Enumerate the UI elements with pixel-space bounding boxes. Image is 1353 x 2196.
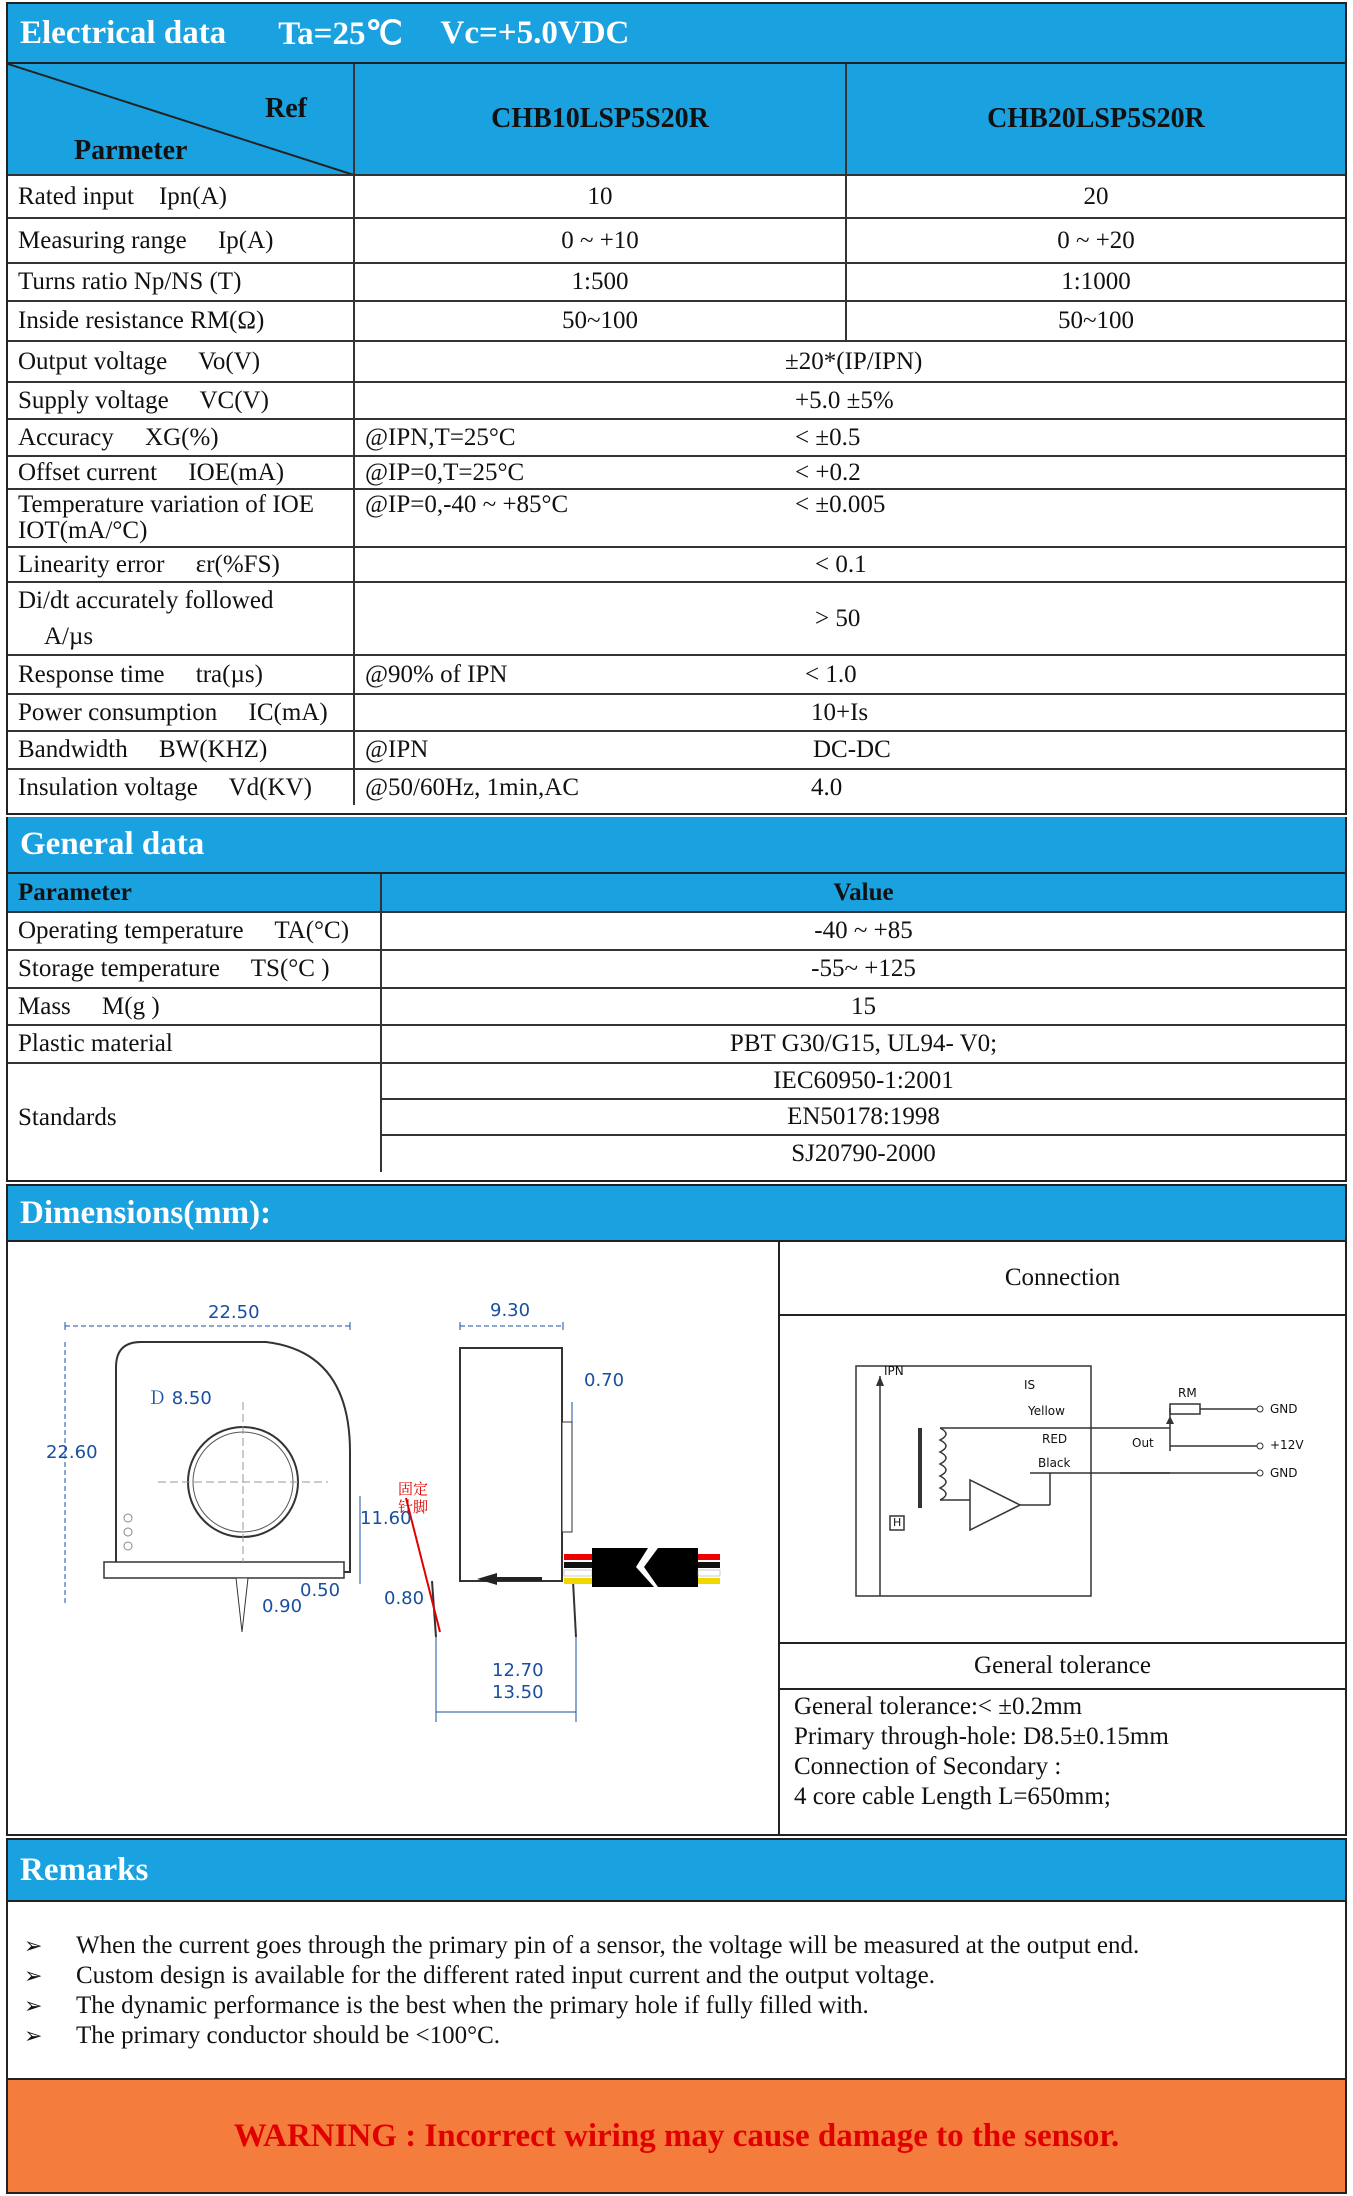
is-label: IS bbox=[1024, 1378, 1036, 1392]
tolerance-line: Primary through-hole: D8.5±0.15mm bbox=[794, 1723, 1169, 1750]
ipn-label: IPN bbox=[884, 1364, 904, 1378]
value-header: Value bbox=[381, 874, 1345, 912]
offset-condition: @IP=0,T=25°C bbox=[365, 458, 525, 486]
remarks-header-bar bbox=[8, 1840, 1345, 1902]
width-dim: 22.50 bbox=[208, 1302, 260, 1323]
table-row bbox=[8, 175, 1345, 218]
pin-height-dim: 11.60 bbox=[360, 1508, 412, 1529]
output-voltage-value: ±20*(IP/IPN) bbox=[354, 341, 1345, 382]
remark-text: The dynamic performance is the best when the primary hole if fully filled with. bbox=[76, 1992, 869, 2019]
model1-header: CHB10LSP5S20R bbox=[354, 64, 846, 175]
ref-parameter-cell bbox=[8, 64, 354, 175]
warning-text: WARNING : Incorrect wiring may cause damage to the sensor. bbox=[233, 2117, 1120, 2154]
pin-width-dim: 0.70 bbox=[584, 1370, 625, 1391]
dimensions-header-bar bbox=[8, 1186, 1345, 1242]
storage-temp-label: Storage temperature TS(°C ) bbox=[8, 950, 381, 988]
inside-resistance-v2: 50~100 bbox=[846, 301, 1345, 341]
remark-text: The primary conductor should be <100°C. bbox=[76, 2022, 501, 2049]
remarks-section bbox=[6, 1838, 1347, 2194]
table-row bbox=[8, 382, 1345, 419]
table-row bbox=[8, 582, 1345, 655]
table-row bbox=[8, 769, 1345, 805]
rated-input-label: Rated input Ipn(A) bbox=[8, 175, 354, 218]
inside-resistance-label: Inside resistance RM(Ω) bbox=[8, 301, 354, 341]
mass-value: 15 bbox=[381, 988, 1345, 1025]
bandwidth-value: DC-DC bbox=[813, 736, 891, 763]
connection-diagram bbox=[780, 1316, 1345, 1642]
gnd-label-1: GND bbox=[1270, 1402, 1298, 1416]
output-voltage-label: Output voltage Vo(V) bbox=[8, 341, 354, 382]
standards-v2: EN50178:1998 bbox=[381, 1099, 1345, 1135]
remarks-title: Remarks bbox=[20, 1851, 149, 1888]
bullet-arrow-icon: ➢ bbox=[24, 1963, 43, 1988]
sensor-drawing bbox=[8, 1242, 778, 1834]
table-row bbox=[8, 912, 1345, 950]
bullet-arrow-icon: ➢ bbox=[24, 1933, 43, 1958]
list-item bbox=[24, 1991, 1345, 2021]
rm-label: RM bbox=[1178, 1386, 1197, 1400]
pin-dim-080: 0.80 bbox=[384, 1588, 425, 1609]
table-row bbox=[8, 263, 1345, 301]
measuring-range-v1: 0 ~ +10 bbox=[354, 218, 846, 263]
table-row bbox=[8, 547, 1345, 582]
linearity-label: Linearity error εr(%FS) bbox=[8, 547, 354, 582]
list-item bbox=[24, 2021, 1345, 2051]
temp-variation-value: < ±0.005 bbox=[795, 491, 886, 518]
remark-text: Custom design is available for the different rated input current and the output voltage. bbox=[76, 1962, 936, 1989]
general-table-header bbox=[8, 874, 1345, 912]
supply-voltage-label: Supply voltage VC(V) bbox=[8, 382, 354, 419]
tolerance-line: 4 core cable Length L=650mm; bbox=[794, 1783, 1111, 1810]
dimension-drawing bbox=[8, 1242, 780, 1834]
standards-v3: SJ20790-2000 bbox=[791, 1140, 936, 1167]
inside-resistance-v1: 50~100 bbox=[354, 301, 846, 341]
insulation-label: Insulation voltage Vd(KV) bbox=[8, 769, 354, 805]
dimensions-title: Dimensions(mm): bbox=[20, 1194, 272, 1231]
bandwidth-condition: @IPN bbox=[365, 736, 429, 763]
electrical-table-header bbox=[8, 64, 1345, 175]
connection-title: Connection bbox=[780, 1242, 1345, 1316]
warning-banner bbox=[8, 2078, 1345, 2192]
yellow-wire-label: Yellow bbox=[1028, 1404, 1065, 1418]
gnd-label-2: GND bbox=[1270, 1466, 1298, 1480]
bullet-arrow-icon: ➢ bbox=[24, 2023, 43, 2048]
didt-label-line1: Di/dt accurately followed bbox=[18, 586, 274, 614]
temp-variation-condition: @IP=0,-40 ~ +85°C bbox=[365, 491, 569, 518]
tolerance-line: Connection of Secondary : bbox=[794, 1753, 1062, 1780]
pin-dim-090: 0.90 bbox=[262, 1596, 303, 1617]
tolerance-title: General tolerance bbox=[780, 1642, 1345, 1690]
v12-label: +12V bbox=[1270, 1438, 1304, 1452]
list-item bbox=[24, 1961, 1345, 1991]
accuracy-label: Accuracy XG(%) bbox=[8, 419, 354, 456]
black-wire-label: Black bbox=[1038, 1456, 1071, 1470]
response-time-label: Response time tra(µs) bbox=[8, 655, 354, 694]
dimensions-section bbox=[6, 1184, 1347, 1836]
didt-value: > 50 bbox=[354, 582, 1345, 655]
temp-variation-label-line1: Temperature variation of IOE bbox=[18, 491, 315, 518]
accuracy-condition: @IPN,T=25°C bbox=[365, 423, 516, 451]
remark-text: When the current goes through the primary pin of a sensor, the voltage will be measured at the output end. bbox=[76, 1932, 1140, 1959]
fixed-pin-label-1: 固定 bbox=[398, 1480, 429, 1498]
table-row bbox=[8, 218, 1345, 263]
turns-ratio-label: Turns ratio Np/NS (T) bbox=[8, 263, 354, 301]
measuring-range-v2: 0 ~ +20 bbox=[846, 218, 1345, 263]
supply-voltage-value: +5.0 ±5% bbox=[354, 382, 1345, 419]
pitch-dim-1270: 12.70 bbox=[492, 1660, 544, 1681]
standards-v1: IEC60950-1:2001 bbox=[381, 1063, 1345, 1099]
rated-input-v1: 10 bbox=[354, 175, 846, 218]
pitch-dim-1350: 13.50 bbox=[492, 1682, 544, 1703]
linearity-value: < 0.1 bbox=[354, 547, 1345, 582]
rated-input-v2: 20 bbox=[846, 175, 1345, 218]
height-dim: 22.60 bbox=[46, 1442, 98, 1463]
offset-current-label: Offset current IOE(mA) bbox=[8, 456, 354, 489]
model2-header: CHB20LSP5S20R bbox=[846, 64, 1345, 175]
table-row bbox=[8, 1025, 1345, 1063]
table-row bbox=[8, 341, 1345, 382]
table-row bbox=[8, 456, 1345, 489]
turns-ratio-v1: 1:500 bbox=[354, 263, 846, 301]
accuracy-value: < ±0.5 bbox=[795, 423, 861, 451]
fixed-pin-label bbox=[398, 1480, 428, 1516]
electrical-title: Electrical data bbox=[20, 14, 227, 51]
table-row bbox=[8, 950, 1345, 988]
table-row bbox=[8, 655, 1345, 694]
didt-label bbox=[8, 582, 354, 655]
table-row bbox=[8, 694, 1345, 731]
out-label: Out bbox=[1132, 1436, 1154, 1450]
wiring-schematic bbox=[780, 1316, 1347, 1642]
table-row bbox=[8, 731, 1345, 769]
vc-condition: Vc=+5.0VDC bbox=[440, 14, 630, 51]
parameter-label: Parmeter bbox=[74, 135, 188, 166]
temp-variation-label-line2: IOT(mA/°C) bbox=[18, 517, 148, 544]
general-header-bar bbox=[8, 817, 1345, 874]
pin-dim-050: 0.50 bbox=[300, 1580, 341, 1601]
turns-ratio-v2: 1:1000 bbox=[846, 263, 1345, 301]
measuring-range-label: Measuring range Ip(A) bbox=[8, 218, 354, 263]
list-item bbox=[24, 1931, 1345, 1961]
electrical-header-bar bbox=[8, 4, 1345, 64]
mass-label: Mass M(g ) bbox=[8, 988, 381, 1025]
plastic-label: Plastic material bbox=[8, 1025, 381, 1063]
storage-temp-value: -55~ +125 bbox=[381, 950, 1345, 988]
fixed-pin-label-2: 针脚 bbox=[398, 1498, 429, 1516]
offset-value: < +0.2 bbox=[795, 458, 861, 486]
electrical-table bbox=[8, 64, 1345, 805]
operating-temp-label: Operating temperature TA(°C) bbox=[8, 912, 381, 950]
electrical-section bbox=[6, 2, 1347, 815]
power-consumption-label: Power consumption IC(mA) bbox=[8, 694, 354, 731]
didt-label-line2: A/µs bbox=[44, 622, 94, 650]
insulation-value: 4.0 bbox=[811, 773, 843, 801]
table-row bbox=[8, 419, 1345, 456]
depth-dim: 9.30 bbox=[490, 1300, 531, 1321]
table-row bbox=[8, 489, 1345, 547]
plastic-value: PBT G30/G15, UL94- V0; bbox=[381, 1025, 1345, 1063]
general-title: General data bbox=[20, 826, 205, 862]
h-label: H bbox=[893, 1516, 902, 1529]
general-section bbox=[6, 817, 1347, 1182]
operating-temp-value: -40 ~ +85 bbox=[381, 912, 1345, 950]
response-value: < 1.0 bbox=[805, 660, 857, 688]
bullet-arrow-icon: ➢ bbox=[24, 1993, 43, 2018]
power-consumption-value: 10+Is bbox=[354, 694, 1345, 731]
bandwidth-label: Bandwidth BW(KHZ) bbox=[8, 731, 354, 769]
tolerance-line: General tolerance:< ±0.2mm bbox=[794, 1693, 1083, 1720]
insulation-condition: @50/60Hz, 1min,AC bbox=[365, 773, 579, 801]
ta-condition: Ta=25℃ bbox=[278, 16, 403, 52]
red-wire-label: RED bbox=[1042, 1432, 1068, 1446]
table-row bbox=[8, 1063, 1345, 1099]
standards-label: Standards bbox=[8, 1063, 381, 1172]
tolerance-notes bbox=[794, 1692, 1169, 1812]
table-row bbox=[8, 988, 1345, 1025]
hole-dim: Ｄ 8.50 bbox=[148, 1388, 212, 1409]
temp-variation-label bbox=[8, 489, 354, 547]
parameter-header: Parameter bbox=[8, 874, 381, 912]
response-condition: @90% of IPN bbox=[365, 660, 508, 688]
general-table bbox=[8, 874, 1345, 1172]
remarks-list bbox=[8, 1931, 1345, 2051]
table-row bbox=[8, 301, 1345, 341]
ref-label: Ref bbox=[265, 93, 307, 124]
